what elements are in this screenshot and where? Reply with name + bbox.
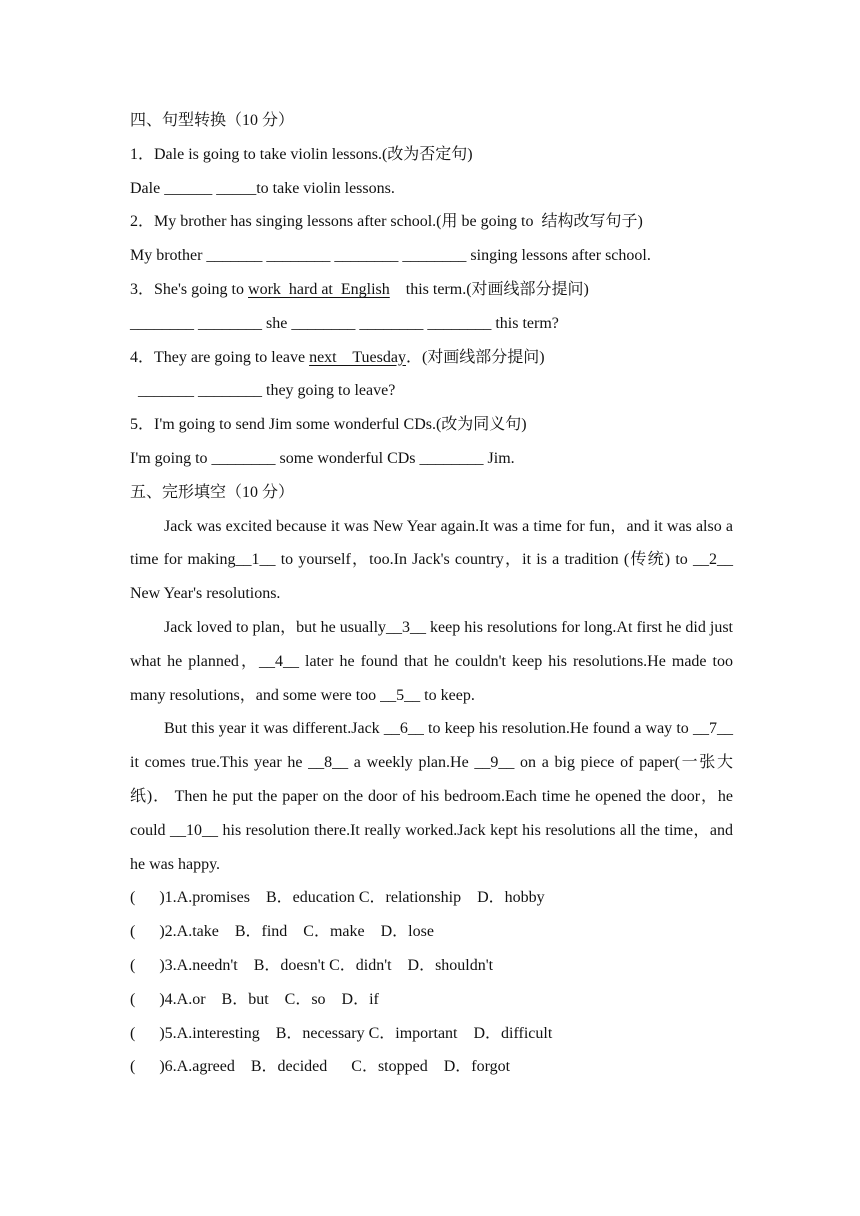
cloze-paragraph-2: Jack loved to plan，but he usually__3__ keep his resolutions for long.At first he did just what he planned，__4__ later he found that he couldn't keep his resolutions.He made too many resolutions，and some were too __5__ to keep. — [130, 618, 733, 704]
section-5-heading: 五、完形填空（10 分） — [130, 483, 295, 501]
question-3-prompt-before: 3．She's going to — [130, 280, 249, 298]
cloze-option-6: ( )6.A.agreed B．decided C．stopped D．forgot — [130, 1058, 511, 1076]
question-2-prompt: 2．My brother has singing lessons after school.(用 be going to 结构改写句子) — [130, 213, 643, 231]
cloze-option-1: ( )1.A.promises B．education C．relationship D．hobby — [130, 889, 545, 907]
question-3-prompt-after: this term.(对画线部分提问) — [389, 280, 589, 298]
cloze-option-2: ( )2.A.take B．find C．make D．lose — [130, 923, 434, 941]
question-4-prompt — [130, 341, 733, 375]
cloze-paragraph-3: But this year it was different.Jack __6__ to keep his resolution.He found a way to __7__ it comes true.This year he __8__ a weekly plan.He __9__ on a big piece of paper(一张大纸)． Then he put the paper on the door of his bedroom.Each time he opened the door，he could __10__ his resolution there.It really worked.Jack kept his resolutions all the time，and he was happy. — [130, 720, 733, 873]
question-3-answer-line: ________ ________ she ________ ________ ________ this term? — [130, 314, 559, 332]
cloze-option-3: ( )3.A.needn't B．doesn't C．didn't D．shouldn't — [130, 956, 494, 974]
cloze-option-4: ( )4.A.or B．but C．so D．if — [130, 990, 379, 1008]
question-1-answer-line: Dale ______ _____to take violin lessons. — [130, 179, 395, 197]
question-5-answer-line: I'm going to ________ some wonderful CDs ________ Jim. — [130, 449, 515, 467]
question-4-prompt-before: 4．They are going to leave — [130, 348, 310, 366]
cloze-option-5: ( )5.A.interesting B．necessary C．important D．difficult — [130, 1024, 553, 1042]
worksheet-page — [130, 104, 733, 1084]
question-3-underlined-phrase: work hard at English — [248, 280, 390, 298]
cloze-paragraph-1: Jack was excited because it was New Year again.It was a time for fun，and it was also a time for making__1__ to yourself，too.In Jack's country，it is a tradition (传统) to __2__ New Year's resolutions. — [130, 517, 733, 603]
question-2-answer-line: My brother _______ ________ ________ ________ singing lessons after school. — [130, 247, 651, 265]
question-5-prompt: 5．I'm going to send Jim some wonderful CDs.(改为同义句) — [130, 416, 527, 434]
question-4-underlined-phrase: next Tuesday — [309, 348, 406, 366]
question-4-prompt-after: ．(对画线部分提问) — [405, 348, 545, 366]
question-3-prompt — [130, 273, 733, 307]
section-4-heading: 四、句型转换（10 分） — [130, 112, 295, 129]
question-1-prompt: 1．Dale is going to take violin lessons.(改为否定句) — [130, 145, 473, 163]
question-4-answer-line: _______ ________ they going to leave? — [130, 382, 396, 400]
